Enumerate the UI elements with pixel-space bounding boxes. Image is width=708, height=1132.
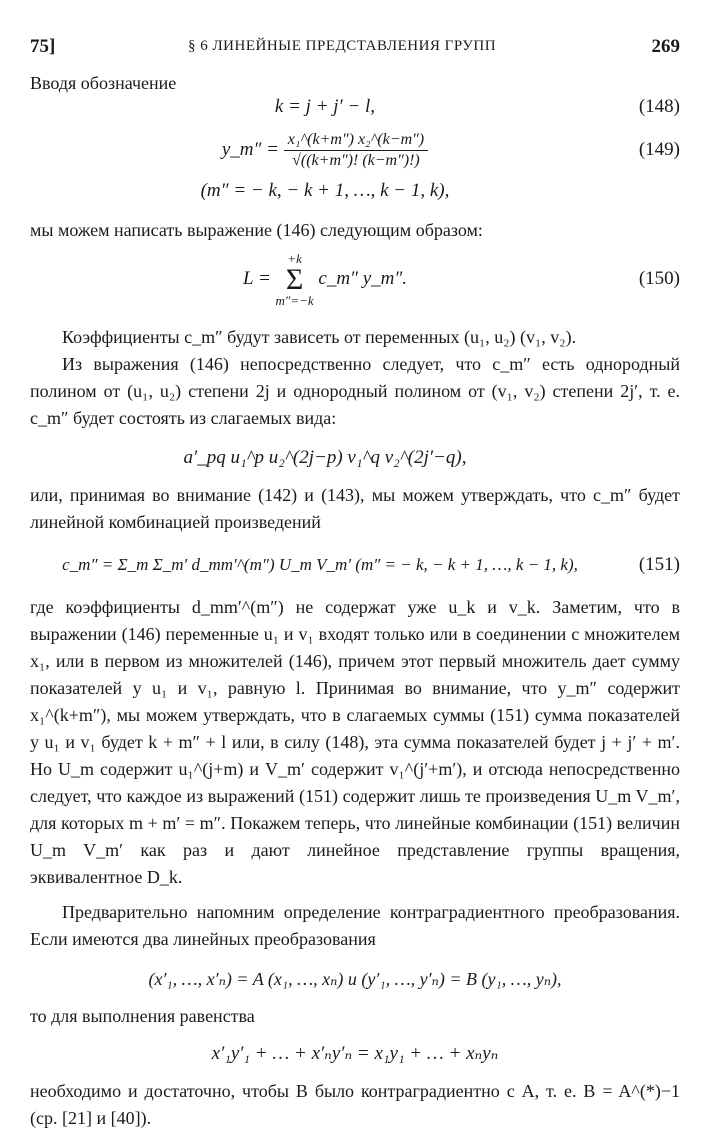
equation-149-range-body: (m″ = − k, − k + 1, …, k − 1, k),: [200, 180, 450, 201]
equation-linear-transforms-body: (x′₁, …, x′ₙ) = A (x₁, …, xₙ) и (y′₁, …, y′ₙ) = B (y₁, …, yₙ),: [148, 969, 562, 989]
paragraph-2: Коэффициенты c_m″ будут зависеть от переменных (u₁, u₂) (v₁, v₂).: [62, 327, 577, 347]
equation-151-number: (151): [638, 554, 680, 575]
equation-151: [30, 542, 680, 588]
equation-148: [30, 91, 680, 123]
equation-149-body: [30, 123, 620, 177]
paragraph-3: Из выражения (146) непосредственно следует, что c_m″ есть однородный полином от (u₁, u₂) степени 2j и однородный полином от (v₁, v₂) степени 2j′, т. е. c_m″ будет состоять из слагаемых вида:: [30, 354, 680, 428]
equation-149-lhs: y_m″ =: [221, 139, 279, 160]
equation-150-body: [30, 244, 620, 314]
paragraph-4: или, принимая во внимание (142) и (143), мы можем утверждать, что c_m″ будет линейной комбинацией произведений: [30, 485, 680, 532]
equation-150-sum-bottom: m″=−k: [275, 292, 314, 308]
sigma-symbol: Σ: [285, 262, 304, 296]
equation-149: [30, 123, 680, 177]
equation-149-denominator: √((k+m″)! (k−m″)!): [292, 152, 420, 170]
equation-150-sum-top: +k: [287, 250, 302, 266]
equation-terms-body: a′_pq u₁^p u₂^(2j−p) v₁^q v₂^(2j′−q),: [183, 447, 467, 468]
equation-equality-body: x′₁y′₁ + … + x′ₙy′ₙ = x₁y₁ + … + xₙyₙ: [211, 1043, 499, 1064]
equation-150: [30, 244, 680, 314]
equation-terms: [30, 438, 680, 478]
intro-text: Вводя обозначение: [30, 73, 177, 93]
equation-149-number: (149): [638, 139, 680, 160]
equation-151-body: c_m″ = Σ_m Σ_m′ d_mm′^(m″) U_m V_m′ (m″ = − k, − k + 1, …, k − 1, k),: [62, 555, 578, 574]
paragraph-6: Предварительно напомним определение контраградиентного преобразования. Если имеются два линейных преобразования: [30, 902, 680, 949]
equation-148-body: k = j + j′ − l,: [274, 96, 376, 117]
equation-149-range: [30, 175, 680, 207]
equation-148-number: (148): [638, 96, 680, 117]
running-title: § 6 ЛИНЕЙНЫЕ ПРЕДСТАВЛЕНИЯ ГРУПП: [188, 38, 497, 54]
equation-150-rhs: c_m″ y_m″.: [318, 268, 408, 289]
page-number: 269: [651, 36, 680, 57]
paragraph-7: то для выполнения равенства: [30, 1006, 255, 1026]
running-header: [30, 30, 680, 62]
equation-linear-transforms: [30, 959, 680, 999]
paragraph-8: необходимо и достаточно, чтобы B было контраградиентно с A, т. е. B = A^(*)−1 (ср. [21] и [40]).: [30, 1081, 680, 1128]
equation-150-sum: [276, 252, 314, 308]
paragraph-1: мы можем написать выражение (146) следующим образом:: [30, 220, 483, 240]
equation-150-number: (150): [638, 268, 680, 289]
equation-150-lhs: L =: [242, 268, 271, 289]
equation-149-numerator: x₁^(k+m″) x₂^(k−m″): [284, 130, 428, 151]
page: [30, 30, 680, 1128]
section-number: 75]: [30, 36, 56, 57]
equation-equality: [30, 1034, 680, 1074]
equation-149-fraction: [284, 130, 428, 171]
paragraph-5: где коэффициенты d_mm′^(m″) не содержат уже u_k и v_k. Заметим, что в выражении (146) переменные u₁ и v₁ входят только или в соединении с множителем x₁, или в первом из множителей (146), причем этот первый множитель дает сумму показателей у u₁ и v₁, равную l. Принимая во внимание, что y_m″ содержит x₁^(k+m″), мы можем утверждать, что в слагаемых суммы (151) сумма показателей у u₁ и v₁ будет k + m″ + l или, в силу (148), эта сумма показателей будет j + j′ + m′. Но U_m содержит u₁^(j+m) и V_m′ содержит v₁^(j′+m′), и отсюда непосредственно следует, что каждое из выражений (151) содержит лишь те произведения U_m V_m′, для которых m + m′ = m″. Покажем теперь, что линейные комбинации (151) величин U_m V_m′ как раз и дают линейное представление группы вращения, эквивалентное D_k.: [30, 597, 680, 887]
